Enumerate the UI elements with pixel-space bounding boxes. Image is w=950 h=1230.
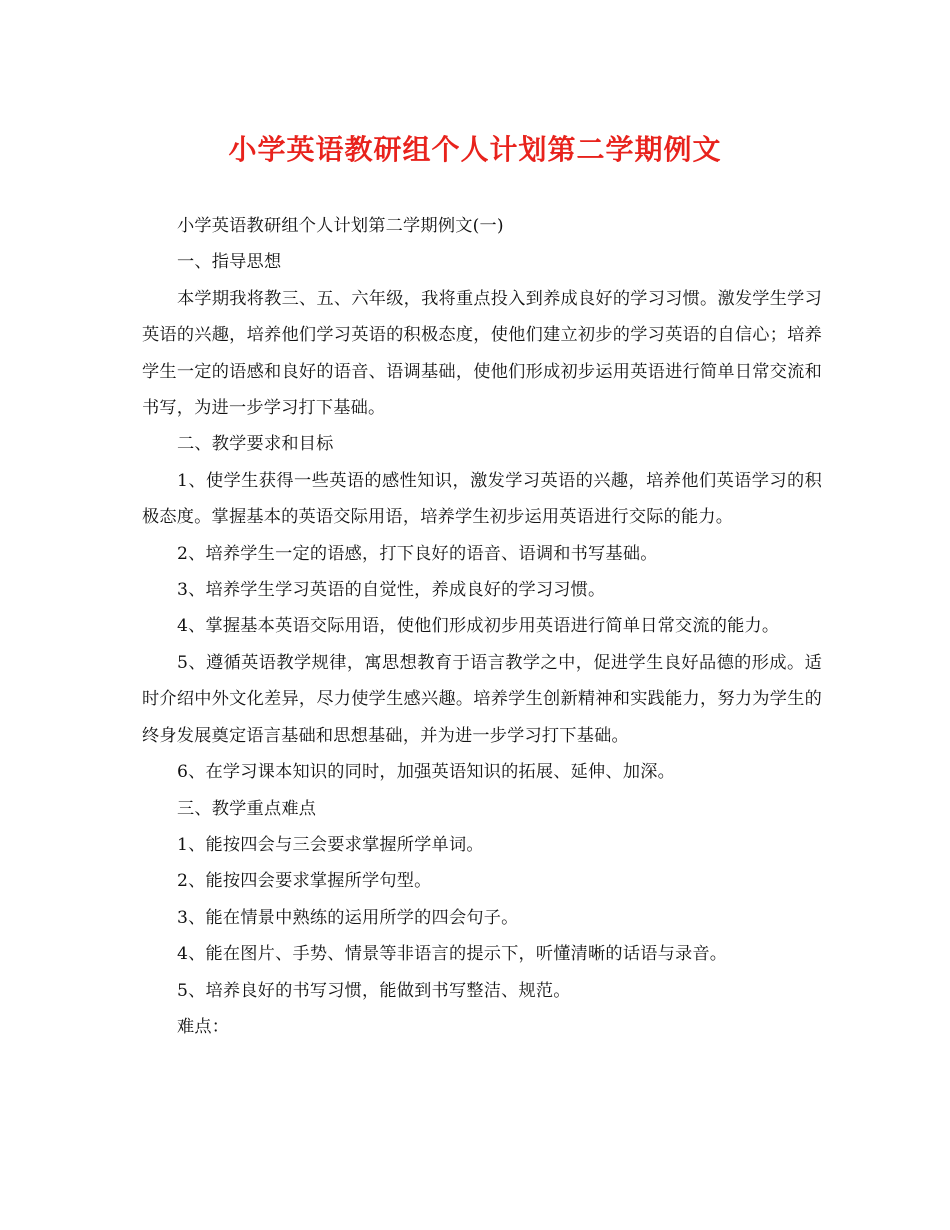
subtitle-paragraph: 小学英语教研组个人计划第二学期例文(一) bbox=[177, 216, 504, 236]
section-heading-key-points: 三、教学重点难点 bbox=[177, 798, 317, 819]
key-point-item-1: 1、能按四会与三会要求掌握所学单词。 bbox=[177, 834, 484, 855]
key-point-item-4: 4、能在图片、手势、情景等非语言的提示下，听懂清晰的话语与录音。 bbox=[177, 944, 728, 965]
section-heading-requirements-goals: 二、教学要求和目标 bbox=[177, 434, 334, 455]
goal-item-4: 4、掌握基本英语交际用语，使他们形成初步用英语进行简单日常交流的能力。 bbox=[177, 616, 780, 637]
goal-item-1: 1、使学生获得一些英语的感性知识，激发学习英语的兴趣，培养他们英语学习的积极态度。掌握基本的英语交际用语，培养学生初步运用英语进行交际的能力。 bbox=[142, 470, 822, 528]
paragraph-guiding-ideology: 本学期我将教三、五、六年级，我将重点投入到养成良好的学习习惯。激发学生学习英语的兴趣，培养他们学习英语的积极态度，使他们建立初步的学习英语的自信心；培养学生一定的语感和良好的语音、语调基础，使他们形成初步运用英语进行简单日常交流和书写，为进一步学习打下基础。 bbox=[142, 288, 822, 419]
goal-item-5: 5、遵循英语教学规律，寓思想教育于语言教学之中，促进学生良好品德的形成。适时介绍中外文化差异，尽力使学生感兴趣。培养学生创新精神和实践能力，努力为学生的终身发展奠定语言基础和思想基础，并为进一步学习打下基础。 bbox=[142, 652, 822, 746]
key-point-item-3: 3、能在情景中熟练的运用所学的四会句子。 bbox=[177, 907, 519, 928]
document-body bbox=[142, 208, 822, 1045]
key-point-item-5: 5、培养良好的书写习惯，能做到书写整洁、规范。 bbox=[177, 980, 571, 1001]
difficulties-heading: 难点： bbox=[177, 1016, 230, 1037]
section-heading-guiding-ideology: 一、指导思想 bbox=[177, 252, 282, 273]
document-title: 小学英语教研组个人计划第二学期例文 bbox=[228, 133, 722, 166]
goal-item-3: 3、培养学生学习英语的自觉性，养成良好的学习习惯。 bbox=[177, 580, 606, 601]
goal-item-6: 6、在学习课本知识的同时，加强英语知识的拓展、延伸、加深。 bbox=[177, 762, 675, 783]
goal-item-2: 2、培养学生一定的语感，打下良好的语音、语调和书写基础。 bbox=[177, 543, 658, 564]
key-point-item-2: 2、能按四会要求掌握所学句型。 bbox=[177, 871, 432, 892]
